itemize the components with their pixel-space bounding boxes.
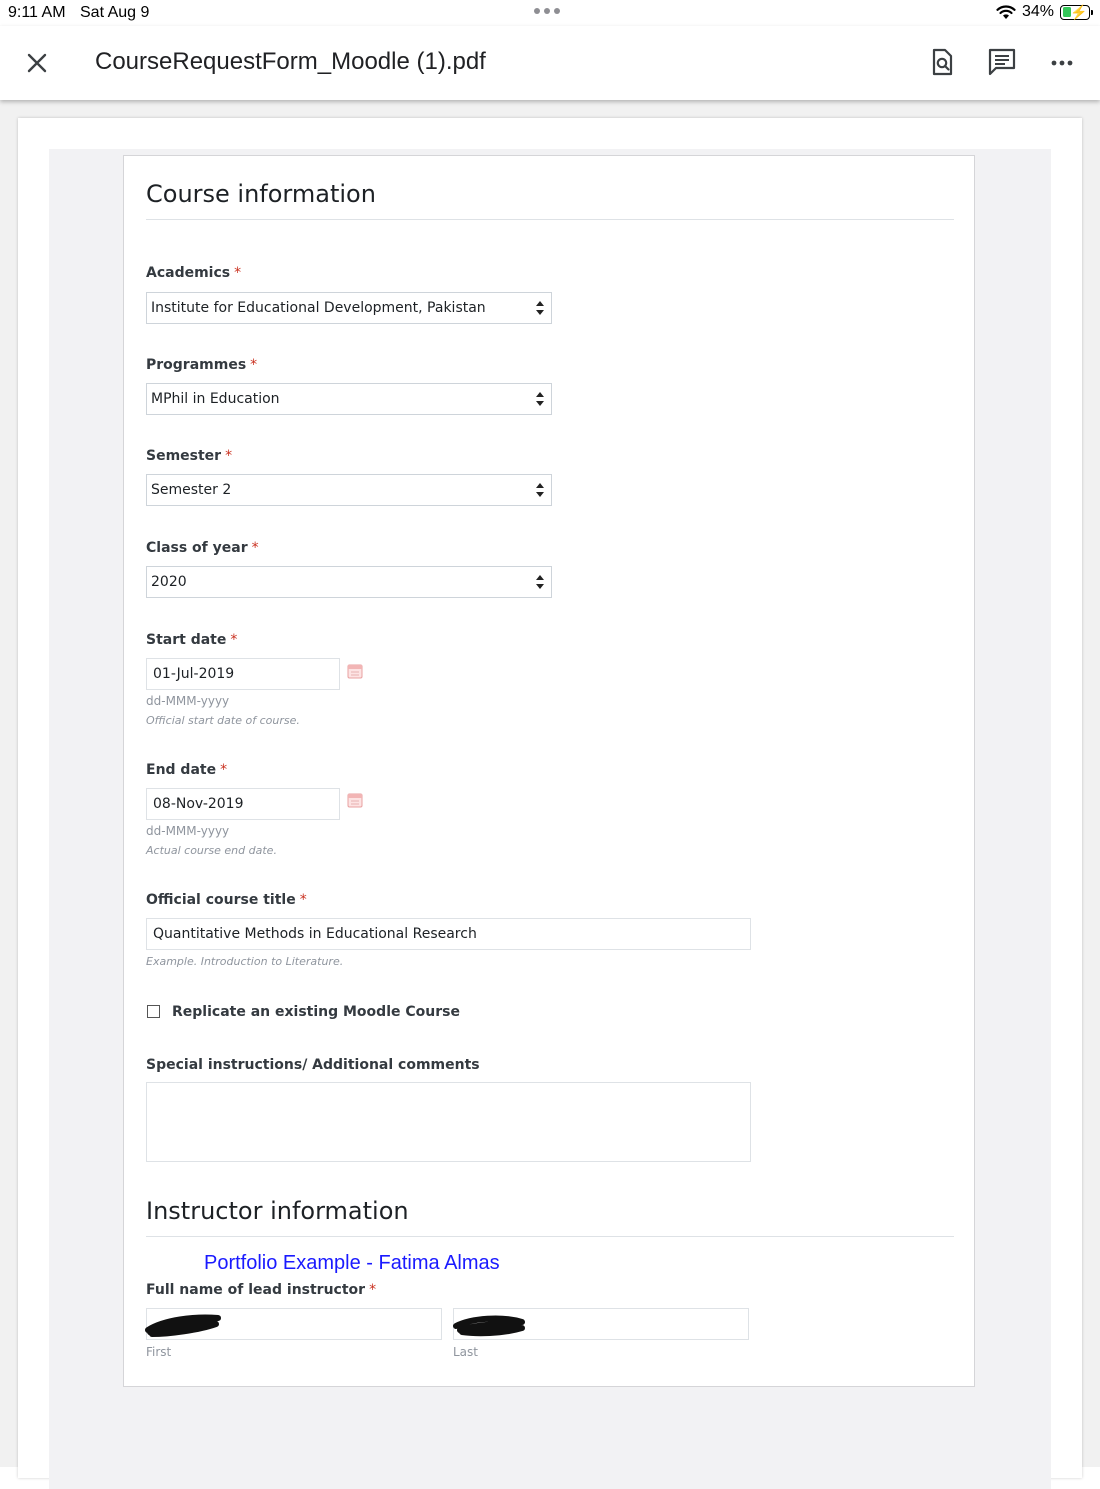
pdf-page [18,118,1082,1478]
find-in-page-icon[interactable] [926,46,958,78]
academics-select[interactable] [146,292,552,324]
start-date-label: Start date * [146,632,238,648]
required-marker: * [251,540,259,556]
course-title-help: Example. Introduction to Literature. [146,955,344,968]
replicate-checkbox[interactable] [147,1005,160,1018]
instructor-section-title: Instructor information [146,1197,409,1225]
status-indicators [996,3,1090,21]
required-marker: * [230,632,238,648]
charging-bolt-icon: ⚡ [1070,3,1088,20]
programmes-select[interactable] [146,383,552,415]
redaction-scribble [452,1310,528,1340]
wifi-icon [996,5,1016,20]
section-divider [146,1236,954,1237]
course-section-title: Course information [146,180,376,208]
page-content [49,149,1051,1489]
first-name-hint: First [146,1345,172,1359]
close-icon[interactable] [22,48,52,78]
programmes-label: Programmes * [146,357,258,373]
required-marker: * [369,1282,377,1298]
academics-value: Institute for Educational Development, Pakistan [151,300,486,316]
start-date-format-hint: dd-MMM-yyyy [146,694,230,708]
class-of-year-label: Class of year * [146,540,259,556]
course-request-form [123,155,975,1387]
section-divider [146,219,954,220]
lead-instructor-label: Full name of lead instructor * [146,1282,377,1298]
semester-label: Semester * [146,448,233,464]
academics-label: Academics * [146,265,242,281]
last-name-hint: Last [453,1345,478,1359]
end-date-input[interactable]: 08-Nov-2019 [146,788,340,820]
portfolio-watermark: Portfolio Example - Fatima Almas [204,1252,500,1274]
more-options-icon[interactable] [1046,46,1078,78]
required-marker: * [225,448,233,464]
class-of-year-value: 2020 [151,574,187,590]
select-arrows-icon [535,481,545,499]
select-arrows-icon [535,573,545,591]
redaction-scribble [144,1306,224,1340]
end-date-label: End date * [146,762,228,778]
calendar-icon[interactable] [347,663,363,679]
battery-percent: 34% [1021,3,1054,20]
status-bar [0,0,1100,26]
calendar-icon[interactable] [347,792,363,808]
special-instructions-textarea[interactable] [146,1082,751,1162]
multitasking-dots-icon[interactable] [534,8,560,14]
battery-icon [1060,5,1090,20]
select-arrows-icon [535,299,545,317]
class-of-year-select[interactable] [146,566,552,598]
required-marker: * [220,762,228,778]
course-title-input[interactable]: Quantitative Methods in Educational Research [146,918,751,950]
required-marker: * [250,357,258,373]
comments-icon[interactable] [986,46,1018,78]
start-date-help: Official start date of course. [146,714,300,727]
end-date-help: Actual course end date. [146,844,277,857]
document-title: CourseRequestForm_Moodle (1).pdf [95,48,486,75]
status-date: Sat Aug 9 [80,4,150,21]
select-arrows-icon [535,390,545,408]
replicate-label[interactable]: Replicate an existing Moodle Course [172,1004,460,1020]
status-time: 9:11 AM [8,4,66,21]
special-instructions-label: Special instructions/ Additional comments [146,1057,480,1073]
required-marker: * [299,892,307,908]
programmes-value: MPhil in Education [151,391,280,407]
app-bar [0,26,1100,100]
semester-select[interactable] [146,474,552,506]
course-title-label: Official course title * [146,892,307,908]
required-marker: * [234,265,242,281]
start-date-input[interactable]: 01-Jul-2019 [146,658,340,690]
end-date-format-hint: dd-MMM-yyyy [146,824,230,838]
pdf-viewer[interactable] [0,100,1100,1467]
semester-value: Semester 2 [151,482,232,498]
